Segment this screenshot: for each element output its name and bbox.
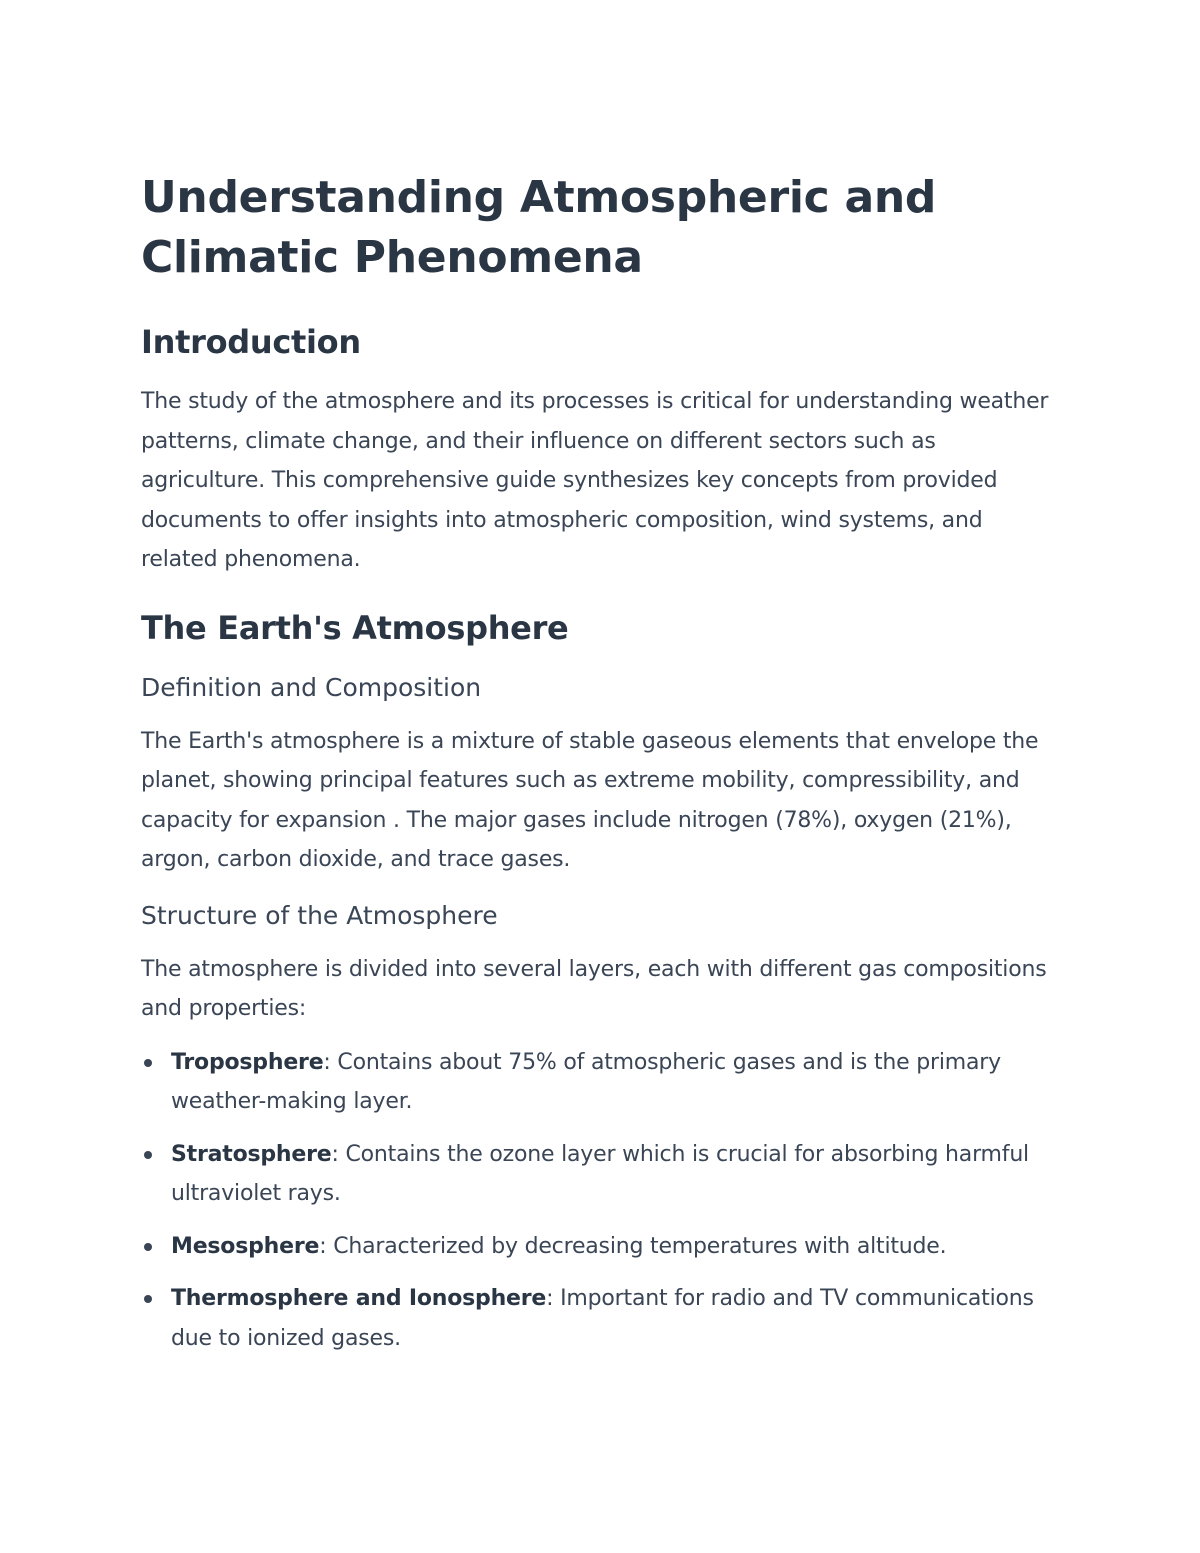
list-item-thermosphere [141,1279,1061,1358]
definition-composition-heading: Definition and Composition [141,672,482,702]
introduction-heading: Introduction [141,323,361,361]
structure-heading: Structure of the Atmosphere [141,900,498,930]
layer-description: : Important for radio and TV communications due to ionized gases. [171,1286,1034,1351]
list-item-stratosphere [141,1135,1061,1214]
layer-term: Troposphere [171,1049,324,1075]
bullet-icon [144,1295,152,1303]
layer-description: : Characterized by decreasing temperatures with altitude. [319,1233,947,1259]
list-item-troposphere [141,1043,1061,1122]
definition-composition-paragraph: The Earth's atmosphere is a mixture of stable gaseous elements that envelope the planet, showing principal features such as extreme mobility, compressibility, and capacity for expansion . The major gases include nitrogen (78%), oxygen (21%), argon, carbon dioxide, and trace gases. [141,728,1039,872]
layer-description: : Contains the ozone layer which is crucial for absorbing harmful ultraviolet rays. [171,1141,1029,1206]
layer-description: : Contains about 75% of atmospheric gases and is the primary weather-making layer. [171,1049,1001,1114]
atmosphere-layers-list [141,1043,1061,1359]
bullet-icon [144,1059,152,1067]
bullet-icon [144,1243,152,1251]
structure-paragraph: The atmosphere is divided into several layers, each with different gas compositions and properties: [141,956,1047,1021]
list-item-mesosphere [141,1227,1061,1267]
bullet-icon [144,1151,152,1159]
layer-term: Thermosphere and Ionosphere [171,1286,547,1311]
layer-term: Stratosphere [171,1141,332,1167]
document-title: Understanding Atmospheric and Climatic Phenomena [141,172,937,283]
layer-term: Mesosphere [171,1233,320,1259]
earths-atmosphere-heading: The Earth's Atmosphere [141,608,569,647]
introduction-paragraph: The study of the atmosphere and its processes is critical for understanding weather patterns, climate change, and their influence on different sectors such as agriculture. This comprehensive guide synthesizes key concepts from provided documents to offer insights into atmospheric composition, wind systems, and related phenomena. [141,389,1049,572]
document-page [141,168,1061,1371]
